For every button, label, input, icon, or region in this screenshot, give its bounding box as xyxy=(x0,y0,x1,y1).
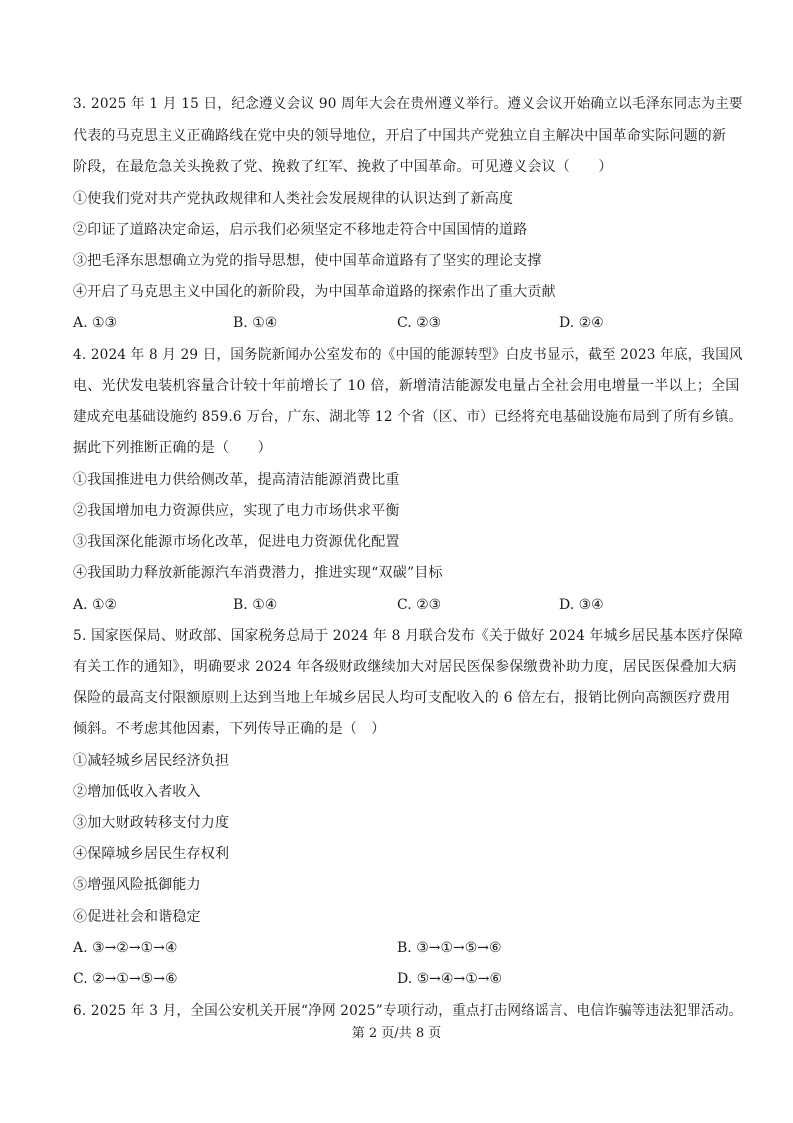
q4-option-d: D. ③④ xyxy=(559,597,604,613)
q5-line-2: 有关工作的通知》，明确要求 2024 年各级财政继续加大对居民医保参保缴费补助力度，居民医保叠加大病 xyxy=(73,659,737,675)
q3-line-3: 阶段，在最危急关头挽救了党、挽救了红军、挽救了中国革命。可见遵义会议（ ） xyxy=(73,159,613,175)
q5-item-4: ④保障城乡居民生存权利 xyxy=(73,846,230,862)
q5-option-b: B. ③→①→⑤→⑥ xyxy=(397,940,502,956)
q5-option-c: C. ②→①→⑤→⑥ xyxy=(73,971,178,987)
q5-line-4: 倾斜。不考虑其他因素，下列传导正确的是（ ） xyxy=(73,721,386,737)
q4-line-2: 电、光伏发电装机容量合计较十年前增长了 10 倍，新增清洁能源发电量占全社会用电增量一半以上；全国 xyxy=(73,378,740,394)
q4-line-1: 4. 2024 年 8 月 29 日，国务院新闻办公室发布的《中国的能源转型》白皮书显示，截至 2023 年底，我国风 xyxy=(73,347,743,363)
q5-item-5: ⑤增强风险抵御能力 xyxy=(73,877,201,893)
q4-option-a: A. ①② xyxy=(73,597,118,613)
q5-option-d: D. ⑤→④→①→⑥ xyxy=(397,971,503,987)
q3-option-c: C. ②③ xyxy=(397,315,442,331)
q4-line-4: 据此下列推断正确的是（ ） xyxy=(73,440,272,456)
q3-option-d: D. ②④ xyxy=(559,315,604,331)
q6-line-1: 6. 2025 年 3 月，全国公安机关开展“净网 2025”专项行动，重点打击网络谣言、电信诈骗等违法犯罪活动。 xyxy=(73,1003,743,1019)
page-number-footer: 第 2 页/共 8 页 xyxy=(351,1026,442,1041)
q4-item-1: ①我国推进电力供给侧改革，提高清洁能源消费比重 xyxy=(73,472,400,488)
q5-item-2: ②增加低收入者收入 xyxy=(73,784,201,800)
q5-item-6: ⑥促进社会和谐稳定 xyxy=(73,909,201,925)
q5-line-1: 5. 国家医保局、财政部、国家税务总局于 2024 年 8 月联合发布《关于做好 2024 年城乡居民基本医疗保障 xyxy=(73,628,744,644)
q3-item-1: ①使我们党对共产党执政规律和人类社会发展规律的认识达到了新高度 xyxy=(73,191,514,207)
q4-line-3: 建成充电基础设施约 859.6 万台，广东、湖北等 12 个省（区、市）已经将充电基础设施布局到了所有乡镇。 xyxy=(73,409,743,425)
q4-item-2: ②我国增加电力资源供应，实现了电力市场供求平衡 xyxy=(73,503,400,519)
q3-option-a: A. ①③ xyxy=(73,315,118,331)
q3-item-3: ③把毛泽东思想确立为党的指导思想，使中国革命道路有了坚实的理论支撑 xyxy=(73,253,542,269)
q4-item-3: ③我国深化能源市场化改革，促进电力资源优化配置 xyxy=(73,534,400,550)
q4-option-c: C. ②③ xyxy=(397,597,442,613)
q5-option-a: A. ③→②→①→④ xyxy=(73,940,178,956)
q3-item-2: ②印证了道路决定命运，启示我们必须坚定不移地走符合中国国情的道路 xyxy=(73,222,528,238)
q3-item-4: ④开启了马克思主义中国化的新阶段，为中国革命道路的探索作出了重大贡献 xyxy=(73,284,556,300)
q3-option-b: B. ①④ xyxy=(233,315,278,331)
q3-line-1: 3. 2025 年 1 月 15 日，纪念遵义会议 90 周年大会在贵州遵义举行。遵义会议开始确立以毛泽东同志为主要 xyxy=(73,96,743,112)
q5-item-3: ③加大财政转移支付力度 xyxy=(73,815,230,831)
q4-item-4: ④我国助力释放新能源汽车消费潜力，推进实现“双碳”目标 xyxy=(73,565,443,581)
q5-line-3: 保险的最高支付限额原则上达到当地上年城乡居民人均可支配收入的 6 倍左右，报销比例向高额医疗费用 xyxy=(73,690,731,706)
q4-option-b: B. ①④ xyxy=(233,597,278,613)
q3-line-2: 代表的马克思主义正确路线在党中央的领导地位，开启了中国共产党独立自主解决中国革命实际问题的新 xyxy=(73,128,727,144)
q5-item-1: ①减轻城乡居民经济负担 xyxy=(73,753,230,769)
